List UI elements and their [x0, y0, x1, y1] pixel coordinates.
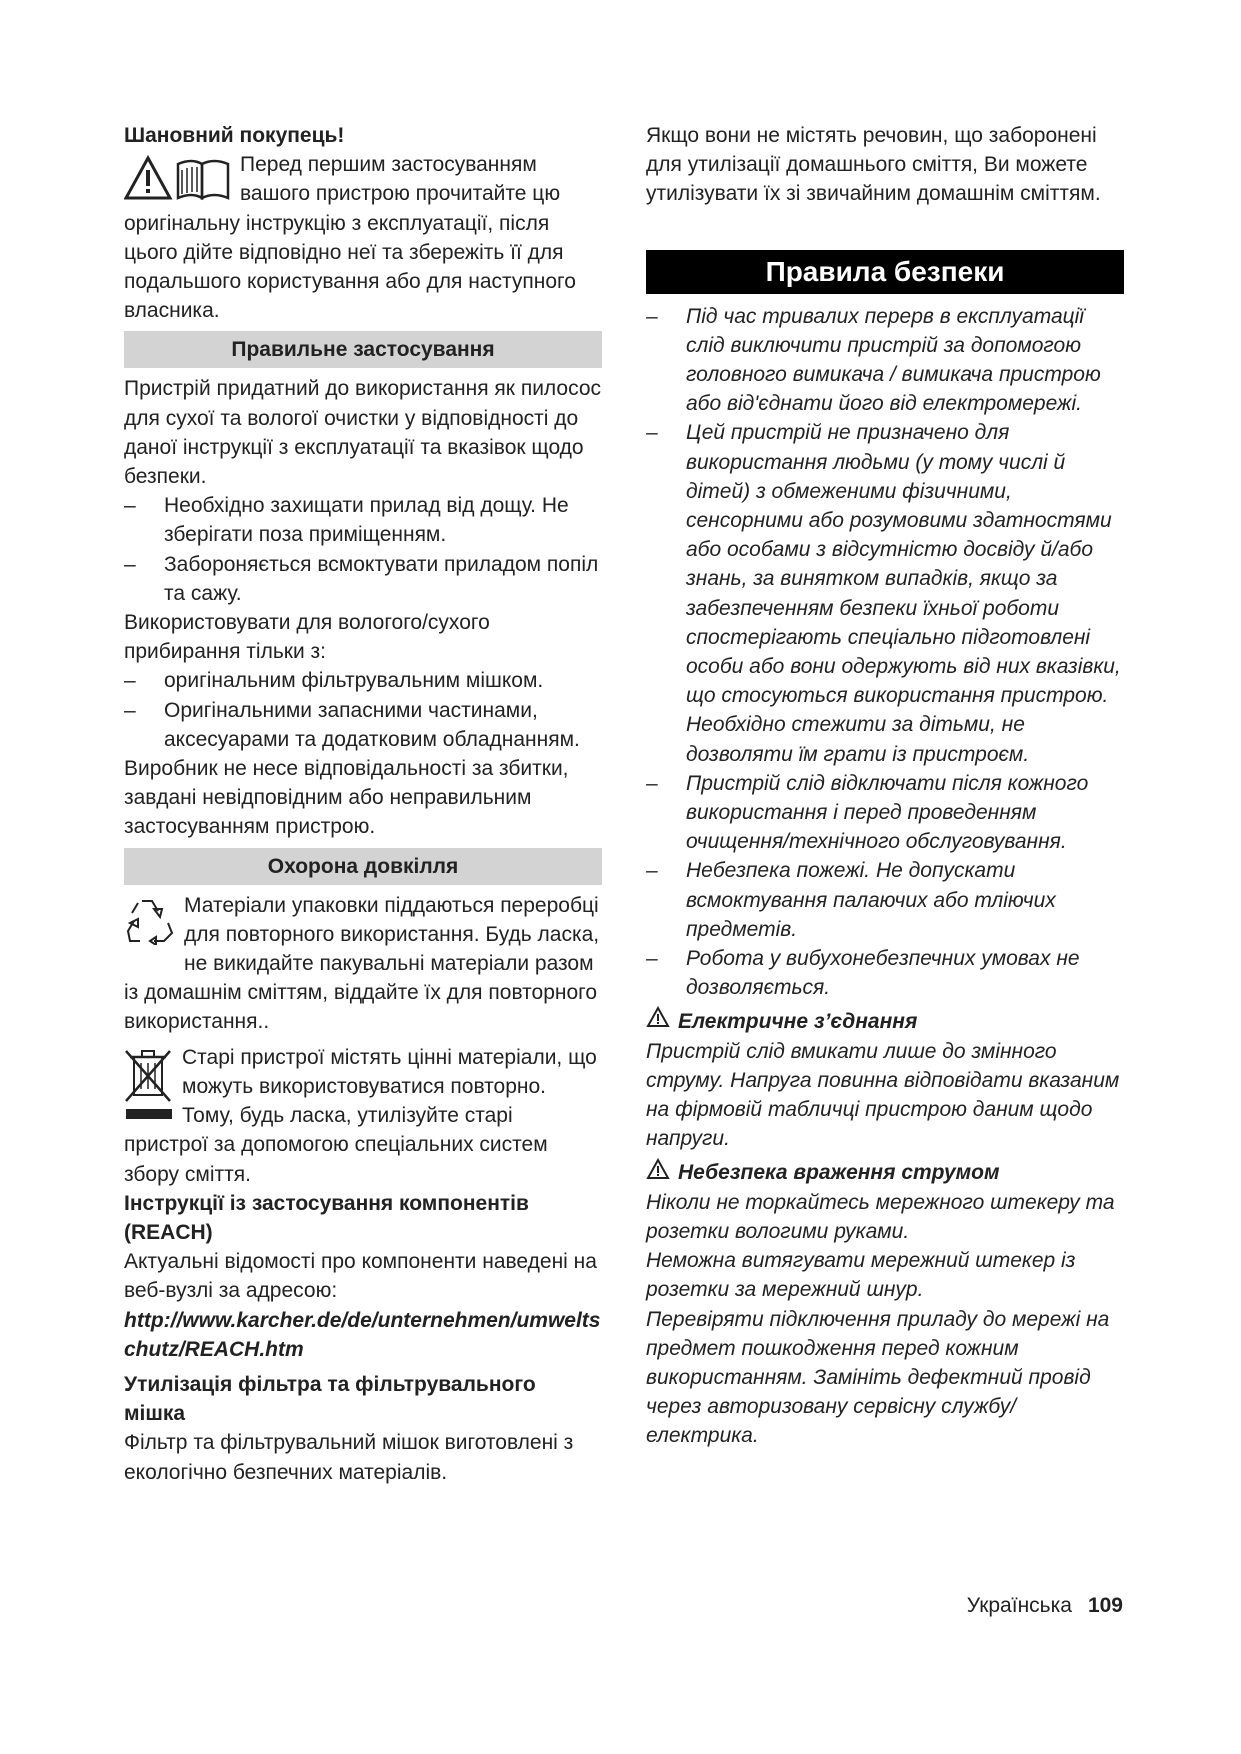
reach-link[interactable]: http://www.karcher.de/de/unternehmen/umweltschutz/REACH.htm: [124, 1308, 601, 1361]
weee-block: [124, 1043, 602, 1189]
left-column: [124, 121, 602, 1487]
disposal-continued-text: Якщо вони не містять речовин, що заборонені для утилізації домашнього сміття, Ви можете утилізувати їх зі звичайним домашнім сміттям.: [646, 124, 1101, 206]
shock-text-1: Ніколи не торкайтесь мережного штекеру та розетки вологими руками.: [646, 1190, 1115, 1243]
right-column: [646, 121, 1124, 1451]
use-only-list: [124, 666, 602, 754]
crossed-bin-icon: [124, 1047, 174, 1128]
greeting: Шановний покупець!: [124, 124, 345, 147]
safety-list: [646, 302, 1124, 1003]
list-item: – Під час тривалих перерв в експлуатації слід виключити пристрій за допомогою головного вимикача / вимикача пристрою або від'єднати його від електромережі.: [646, 304, 1101, 416]
list-item: – Необхідно захищати прилад від дощу. Не зберігати поза приміщенням.: [124, 494, 569, 547]
intro-text: Перед першим застосуванням вашого пристрою прочитайте цю оригінальну інструкцію з експлуатації, після цього дійте відповідно неї та збережіть її для подальшого користування або для наступного власника.: [124, 153, 576, 323]
weee-text: Старі пристрої містять цінні матеріали, що можуть використовуватися повторно. Тому, будь ласка, утилізуйте старі пристрої за допомогою спеціальних систем збору сміття.: [124, 1045, 597, 1186]
footer-language: Українська: [966, 1594, 1072, 1617]
shock-text-2: Неможна витягувати мережний штекер із розетки за мережний шнур.: [646, 1249, 1076, 1302]
environment-heading: Охорона довкілля: [124, 848, 602, 885]
page-number: 109: [1087, 1594, 1123, 1617]
liability-text: Виробник не несе відповідальності за збитки, завдані невідповідним або неправильним застосуванням пристрою.: [124, 757, 569, 839]
electrical-heading: Електричне з’єднання: [646, 1006, 1124, 1036]
list-item: – Пристрій слід відключати після кожного використання і перед проведенням очищення/технічного обслуговування.: [646, 771, 1089, 854]
warning-icon: [646, 1006, 670, 1036]
warning-icon: [646, 1158, 670, 1188]
shock-heading: Небезпека враження струмом: [646, 1158, 1124, 1188]
list-item: – Робота у вибухонебезпечних умовах не дозволяється.: [646, 947, 1080, 1000]
list-item: – оригінальним фільтрувальним мішком.: [124, 669, 544, 693]
shock-text-3: Перевіряти підключення приладу до мережі на предмет пошкодження перед кожним використанням. Замініть дефектний провід через авторизовану сервісну службу/електрика.: [646, 1307, 1110, 1448]
safety-heading: Правила безпеки: [646, 250, 1124, 294]
list-item: – Оригінальними запасними частинами, аксесуарами та додатковим обладнанням.: [124, 698, 580, 751]
disposal-heading: Утилізація фільтра та фільтрувального мішка: [124, 1372, 536, 1426]
page-footer: [967, 1594, 1123, 1618]
warning-manual-icon: [124, 154, 232, 207]
proper-use-heading: Правильне застосування: [124, 331, 602, 368]
recycle-icon: [124, 895, 176, 950]
list-item: – Небезпека пожежі. Не допускати всмоктування палаючих або тліючих предметів.: [646, 859, 1056, 941]
list-item: – Цей пристрій не призначено для використання людьми (у тому числі й дітей) з обмеженими фізичними, сенсорними або розумовими здатностями або особами з відсутністю досвіду й/або знань, за винятком випадків, якщо за забезпеченням безпеки їхньої роботи спостерігають спеціально підготовлені особи або вони одержують від них вказівки, що стосуються використання пристрою. Необхідно стежити за дітьми, не дозволяти їм грати із пристроєм.: [646, 421, 1121, 766]
reach-heading: Інструкції із застосування компонентів (REACH): [124, 1191, 529, 1244]
proper-use-text: Пристрій придатний до використання як пилосос для сухої та вологої очистки у відповідності до даної інструкції з експлуатації та вказівок щодо безпеки.: [124, 377, 602, 489]
recycle-block: [124, 891, 602, 1037]
reach-text: Актуальні відомості про компоненти наведені на веб-вузлі за адресою:: [124, 1250, 597, 1303]
recycle-text: Матеріали упаковки піддаються переробці для повторного використання. Будь ласка, не викидайте пакувальні матеріали разом із домашнім сміттям, віддайте їх для повторного використання..: [124, 893, 600, 1034]
use-only-text: Використовувати для вологого/сухого прибирання тільки з:: [124, 611, 490, 664]
proper-use-list: [124, 491, 602, 608]
list-item: – Забороняється всмоктувати приладом попіл та сажу.: [124, 552, 599, 605]
disposal-text: Фільтр та фільтрувальний мішок виготовлені з екологічно безпечних матеріалів.: [124, 1431, 574, 1484]
electrical-text: Пристрій слід вмикати лише до змінного струму. Напруга повинна відповідати вказаним на фірмовій табличці пристрою даним щодо напруги.: [646, 1039, 1120, 1151]
intro-block: [124, 150, 602, 325]
